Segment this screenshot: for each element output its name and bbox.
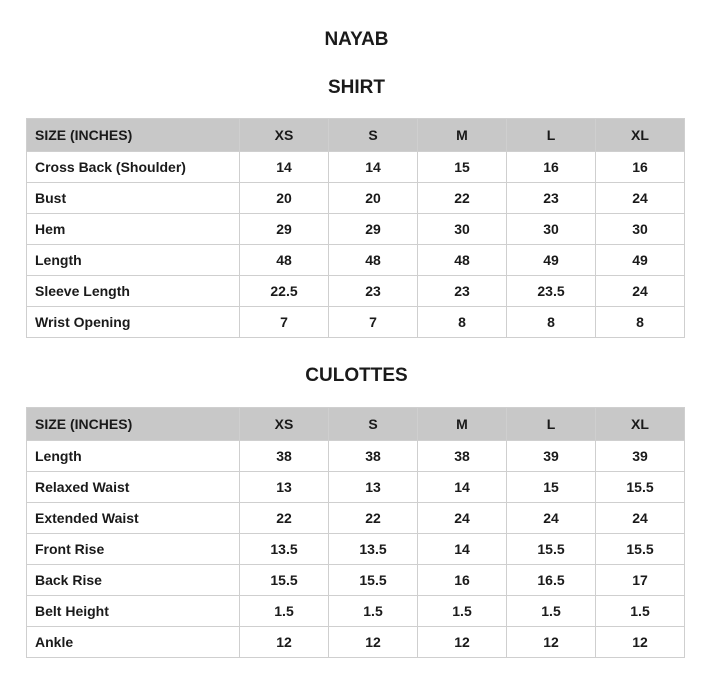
measurement-label: Back Rise bbox=[27, 565, 240, 596]
table-row bbox=[27, 152, 685, 183]
table-cell: 16 bbox=[507, 152, 596, 183]
table-cell: 30 bbox=[507, 214, 596, 245]
table-cell: 23.5 bbox=[507, 276, 596, 307]
column-header: M bbox=[418, 119, 507, 152]
table-cell: 7 bbox=[329, 307, 418, 338]
table-cell: 8 bbox=[507, 307, 596, 338]
table-cell: 13.5 bbox=[240, 534, 329, 565]
table-cell: 13.5 bbox=[329, 534, 418, 565]
measurement-label: Wrist Opening bbox=[27, 307, 240, 338]
column-header: S bbox=[329, 408, 418, 441]
culottes-section-title: CULOTTES bbox=[305, 365, 408, 386]
table-cell: 38 bbox=[240, 441, 329, 472]
column-header: SIZE (INCHES) bbox=[27, 119, 240, 152]
table-cell: 49 bbox=[507, 245, 596, 276]
table-cell: 24 bbox=[596, 183, 685, 214]
table-cell: 49 bbox=[596, 245, 685, 276]
column-header: L bbox=[507, 119, 596, 152]
table-cell: 8 bbox=[418, 307, 507, 338]
shirt-section-title: SHIRT bbox=[328, 77, 385, 98]
table-cell: 1.5 bbox=[240, 596, 329, 627]
table-cell: 15.5 bbox=[596, 534, 685, 565]
measurement-label: Length bbox=[27, 245, 240, 276]
table-cell: 22 bbox=[240, 503, 329, 534]
table-row bbox=[27, 596, 685, 627]
table-cell: 39 bbox=[596, 441, 685, 472]
column-header: M bbox=[418, 408, 507, 441]
table-cell: 22 bbox=[329, 503, 418, 534]
table-row bbox=[27, 503, 685, 534]
table-cell: 13 bbox=[240, 472, 329, 503]
measurement-label: Hem bbox=[27, 214, 240, 245]
column-header: SIZE (INCHES) bbox=[27, 408, 240, 441]
column-header: XL bbox=[596, 408, 685, 441]
table-header-row bbox=[27, 119, 685, 152]
table-cell: 12 bbox=[596, 627, 685, 658]
measurement-label: Relaxed Waist bbox=[27, 472, 240, 503]
table-cell: 14 bbox=[329, 152, 418, 183]
table-cell: 7 bbox=[240, 307, 329, 338]
table-cell: 16 bbox=[418, 565, 507, 596]
table-row bbox=[27, 534, 685, 565]
table-cell: 15.5 bbox=[240, 565, 329, 596]
column-header: S bbox=[329, 119, 418, 152]
table-row bbox=[27, 627, 685, 658]
table-cell: 1.5 bbox=[596, 596, 685, 627]
table-cell: 38 bbox=[418, 441, 507, 472]
table-cell: 12 bbox=[418, 627, 507, 658]
table-cell: 16 bbox=[596, 152, 685, 183]
table-cell: 22 bbox=[418, 183, 507, 214]
table-cell: 29 bbox=[240, 214, 329, 245]
table-row bbox=[27, 276, 685, 307]
table-cell: 30 bbox=[596, 214, 685, 245]
table-cell: 15.5 bbox=[596, 472, 685, 503]
measurement-label: Length bbox=[27, 441, 240, 472]
table-cell: 15 bbox=[507, 472, 596, 503]
table-row bbox=[27, 183, 685, 214]
measurement-label: Front Rise bbox=[27, 534, 240, 565]
table-cell: 38 bbox=[329, 441, 418, 472]
table-cell: 29 bbox=[329, 214, 418, 245]
table-cell: 23 bbox=[329, 276, 418, 307]
table-cell: 23 bbox=[418, 276, 507, 307]
table-cell: 23 bbox=[507, 183, 596, 214]
table-cell: 13 bbox=[329, 472, 418, 503]
table-cell: 15.5 bbox=[507, 534, 596, 565]
table-cell: 20 bbox=[240, 183, 329, 214]
table-cell: 48 bbox=[329, 245, 418, 276]
table-cell: 24 bbox=[596, 503, 685, 534]
measurement-label: Sleeve Length bbox=[27, 276, 240, 307]
table-cell: 12 bbox=[240, 627, 329, 658]
table-row bbox=[27, 214, 685, 245]
culottes-size-table bbox=[26, 407, 685, 658]
table-cell: 24 bbox=[418, 503, 507, 534]
table-cell: 15 bbox=[418, 152, 507, 183]
shirt-size-table bbox=[26, 118, 685, 338]
table-cell: 16.5 bbox=[507, 565, 596, 596]
table-cell: 24 bbox=[596, 276, 685, 307]
measurement-label: Bust bbox=[27, 183, 240, 214]
table-row bbox=[27, 565, 685, 596]
table-cell: 24 bbox=[507, 503, 596, 534]
table-cell: 48 bbox=[418, 245, 507, 276]
table-cell: 12 bbox=[507, 627, 596, 658]
table-cell: 1.5 bbox=[507, 596, 596, 627]
column-header: XS bbox=[240, 408, 329, 441]
table-cell: 1.5 bbox=[329, 596, 418, 627]
measurement-label: Cross Back (Shoulder) bbox=[27, 152, 240, 183]
measurement-label: Ankle bbox=[27, 627, 240, 658]
column-header: XS bbox=[240, 119, 329, 152]
table-row bbox=[27, 245, 685, 276]
table-cell: 39 bbox=[507, 441, 596, 472]
measurement-label: Extended Waist bbox=[27, 503, 240, 534]
brand-title: NAYAB bbox=[324, 29, 389, 50]
table-cell: 22.5 bbox=[240, 276, 329, 307]
table-cell: 20 bbox=[329, 183, 418, 214]
column-header: XL bbox=[596, 119, 685, 152]
table-cell: 12 bbox=[329, 627, 418, 658]
table-row bbox=[27, 441, 685, 472]
column-header: L bbox=[507, 408, 596, 441]
table-cell: 15.5 bbox=[329, 565, 418, 596]
table-row bbox=[27, 472, 685, 503]
table-row bbox=[27, 307, 685, 338]
table-cell: 30 bbox=[418, 214, 507, 245]
table-cell: 14 bbox=[418, 534, 507, 565]
table-header-row bbox=[27, 408, 685, 441]
table-cell: 1.5 bbox=[418, 596, 507, 627]
table-cell: 8 bbox=[596, 307, 685, 338]
table-cell: 14 bbox=[240, 152, 329, 183]
measurement-label: Belt Height bbox=[27, 596, 240, 627]
table-cell: 48 bbox=[240, 245, 329, 276]
table-cell: 14 bbox=[418, 472, 507, 503]
table-cell: 17 bbox=[596, 565, 685, 596]
